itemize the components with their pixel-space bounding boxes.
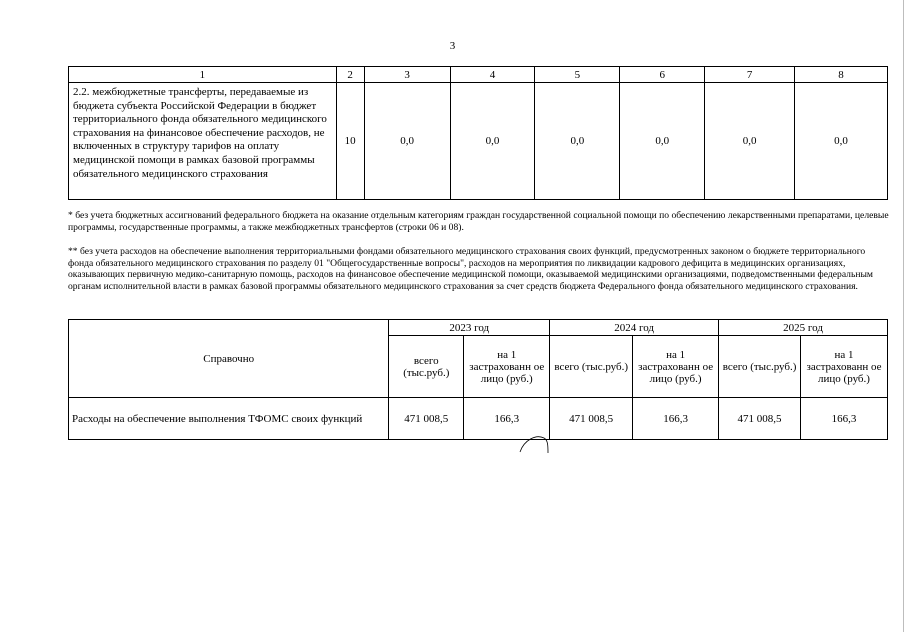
column-number-row — [69, 67, 888, 83]
row-label: Расходы на обеспечение выполнения ТФОМС своих функций — [69, 398, 389, 440]
year-header-row — [69, 320, 888, 336]
subheader-total: всего (тыс.руб.) — [389, 336, 464, 398]
footnote-2: ** без учета расходов на обеспечение выполнения территориальными фондами обязательного медицинского страхования своих функций, предусмотренных законом о бюджете территориального фонда обязательного медицинского страхования по разделу 01 "Общегосударственные вопросы", расходов на мероприятия по ликвидации кадрового дефицита в медицинских организациях, оказывающих первичную медико-санитарную помощь, расходов на финансовое обеспечение медицинской помощи, оказываемой медицинскими организациями, подведомственными федеральным органам исполнительной власти в рамках базовой программы обязательного медицинского страхования за счет средств бюджета Федерального фонда обязательного медицинского страхования. — [68, 246, 873, 292]
value-cell: 0,0 — [535, 83, 620, 200]
value-cell: 166,3 — [633, 398, 719, 440]
column-number: 2 — [336, 67, 364, 83]
value-cell: 471 008,5 — [389, 398, 464, 440]
value-cell: 166,3 — [464, 398, 550, 440]
column-number: 1 — [69, 67, 337, 83]
table-row — [69, 398, 888, 440]
reference-label: Справочно — [69, 320, 389, 398]
signature-mark — [518, 432, 558, 454]
subheader-per-insured: на 1 застрахованн ое лицо (руб.) — [633, 336, 719, 398]
reference-table — [68, 319, 888, 440]
value-cell: 0,0 — [450, 83, 535, 200]
scan-edge — [903, 0, 904, 632]
page-number: 3 — [449, 40, 456, 52]
footnote-1: * без учета бюджетных ассигнований федерального бюджета на оказание отдельным категориям граждан государственной социальной помощи по обеспечению лекарственными препаратами, целевые программы, государственные программы, а также межбюджетных трансфертов (строки 06 и 08). — [68, 210, 889, 233]
value-cell: 471 008,5 — [719, 398, 801, 440]
value-cell: 0,0 — [795, 83, 888, 200]
subheader-total: всего (тыс.руб.) — [719, 336, 801, 398]
table-row — [69, 83, 888, 200]
column-number: 6 — [620, 67, 705, 83]
subheader-total: всего (тыс.руб.) — [550, 336, 633, 398]
value-cell: 0,0 — [364, 83, 450, 200]
value-cell: 0,0 — [620, 83, 705, 200]
year-header: 2024 год — [550, 320, 719, 336]
value-cell: 166,3 — [801, 398, 888, 440]
column-number: 4 — [450, 67, 535, 83]
value-cell: 0,0 — [705, 83, 795, 200]
column-number: 7 — [705, 67, 795, 83]
mbt-table — [68, 66, 888, 200]
column-number: 5 — [535, 67, 620, 83]
column-number: 8 — [795, 67, 888, 83]
year-header: 2025 год — [719, 320, 888, 336]
subheader-per-insured: на 1 застрахованн ое лицо (руб.) — [801, 336, 888, 398]
column-number: 3 — [364, 67, 450, 83]
row-description: 2.2. межбюджетные трансферты, передаваемые из бюджета субъекта Российской Федерации в бюджет территориального фонда обязательного медицинского страхования на финансовое обеспечение расходов, не включенных в структуру тарифов на оплату медицинской помощи в рамках базовой программы обязательного медицинского страхования — [69, 83, 337, 200]
row-line-code: 10 — [336, 83, 364, 200]
year-header: 2023 год — [389, 320, 550, 336]
subheader-per-insured: на 1 застрахованн ое лицо (руб.) — [464, 336, 550, 398]
value-cell: 471 008,5 — [550, 398, 633, 440]
